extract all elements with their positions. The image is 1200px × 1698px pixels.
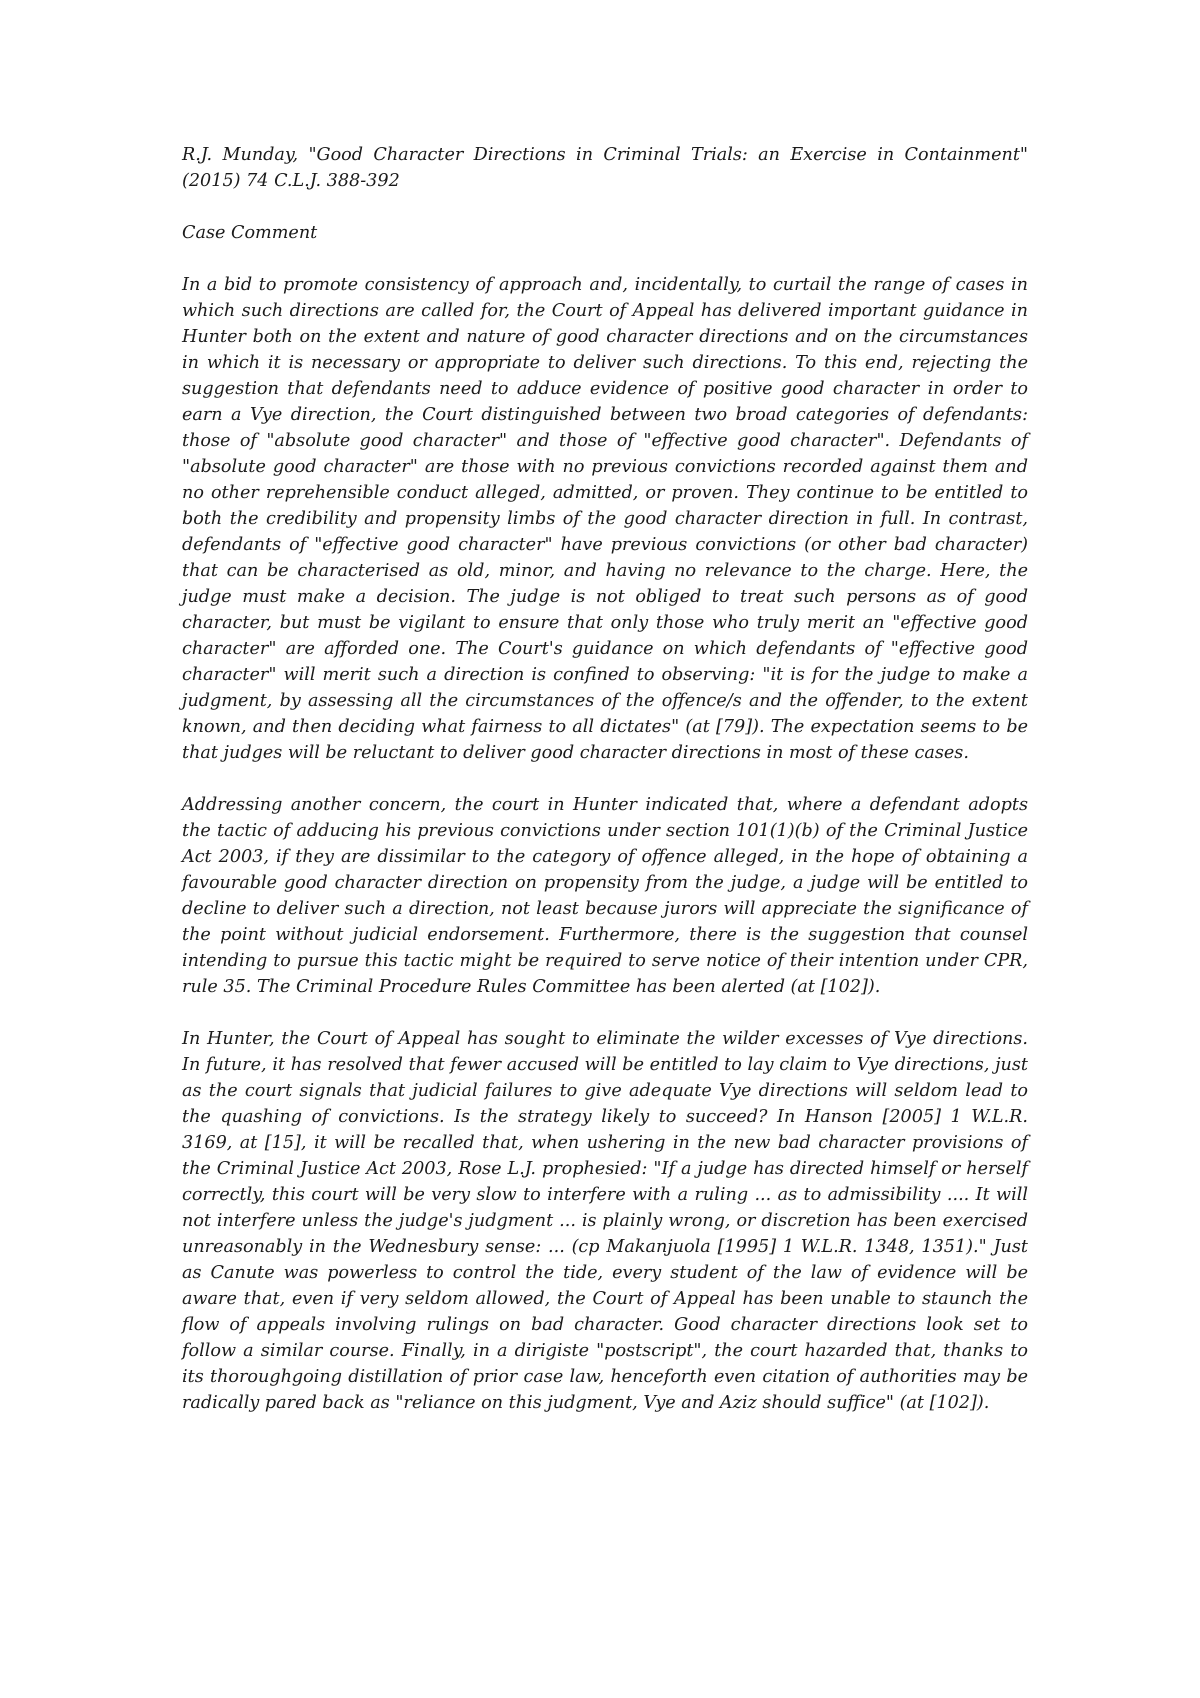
paragraph-2: Addressing another concern, the court in Hunter indicated that, where a defendant adopts the tactic of adducing his previous convictions under section 101(1)(b) of the Criminal Justice Act 2003, if they are dissimilar to the category of offence alleged, in the hope of obtaining a favourable good character direction on propensity from the judge, a judge will be entitled to decline to deliver such a direction, not least because jurors will appreciate the significance of the point without judicial endorsement. Furthermore, there is the suggestion that counsel intending to pursue this tactic might be required to serve notice of their intention under CPR, rule 35. The Criminal Procedure Rules Committee has been alerted (at [102]). — [182, 795, 1028, 997]
paragraph-3: In Hunter, the Court of Appeal has sought to eliminate the wilder excesses of Vye directions. In future, it has resolved that fewer accused will be entitled to lay claim to Vye directions, just as the court signals that judicial failures to give adequate Vye directions will seldom lead to the quashing of convictions. Is the strategy likely to succeed? In Hanson [2005] 1 W.L.R. 3169, at [15], it will be recalled that, when ushering in the new bad character provisions of the Criminal Justice Act 2003, Rose L.J. prophesied: "If a judge has directed himself or herself correctly, this court will be very slow to interfere with a ruling ... as to admissibility .... It will not interfere unless the judge's judgment ... is plainly wrong, or discretion has been exercised unreasonably in the Wednesbury sense: ... (cp Makanjuola [1995] 1 W.L.R. 1348, 1351)." Just as Canute was powerless to control the tide, every student of the law of evidence will be aware that, even if very seldom allowed, the Court of Appeal has been unable to staunch the flow of appeals involving rulings on bad character. Good character directions look set to follow a similar course. Finally, in a dirigiste "postscript", the court hazarded that, thanks to its thoroughgoing distillation of prior case law, henceforth even citation of authorities may be radically pared back as "reliance on this judgment, Vye and Aziz should suffice" (at [102]). — [182, 1029, 1028, 1413]
section-heading: Case Comment — [182, 223, 318, 243]
paragraph-1: In a bid to promote consistency of approach and, incidentally, to curtail the range of cases in which such directions are called for, the Court of Appeal has delivered important guidance in Hunter both on the extent and nature of good character directions and on the circumstances in which it is necessary or appropriate to deliver such directions. To this end, rejecting the suggestion that defendants need to adduce evidence of positive good character in order to earn a Vye direction, the Court distinguished between two broad categories of defendants: those of "absolute good character" and those of "effective good character". Defendants of "absolute good character" are those with no previous convictions recorded against them and no other reprehensible conduct alleged, admitted, or proven. They continue to be entitled to both the credibility and propensity limbs of the good character direction in full. In contrast, defendants of "effective good character" have previous convictions (or other bad character) that can be characterised as old, minor, and having no relevance to the charge. Here, the judge must make a decision. The judge is not obliged to treat such persons as of good character, but must be vigilant to ensure that only those who truly merit an "effective good character" are afforded one. The Court's guidance on which defendants of "effective good character" will merit such a direction is confined to observing: "it is for the judge to make a judgment, by assessing all the circumstances of the offence/s and the offender, to the extent known, and then deciding what fairness to all dictates" (at [79]). The expectation seems to be that judges will be reluctant to deliver good character directions in most of these cases. — [182, 275, 1028, 763]
document-body — [182, 142, 1028, 1442]
article-citation: R.J. Munday, "Good Character Directions in Criminal Trials: an Exercise in Containment" (2015) 74 C.L.J. 388-392 — [182, 145, 1028, 191]
